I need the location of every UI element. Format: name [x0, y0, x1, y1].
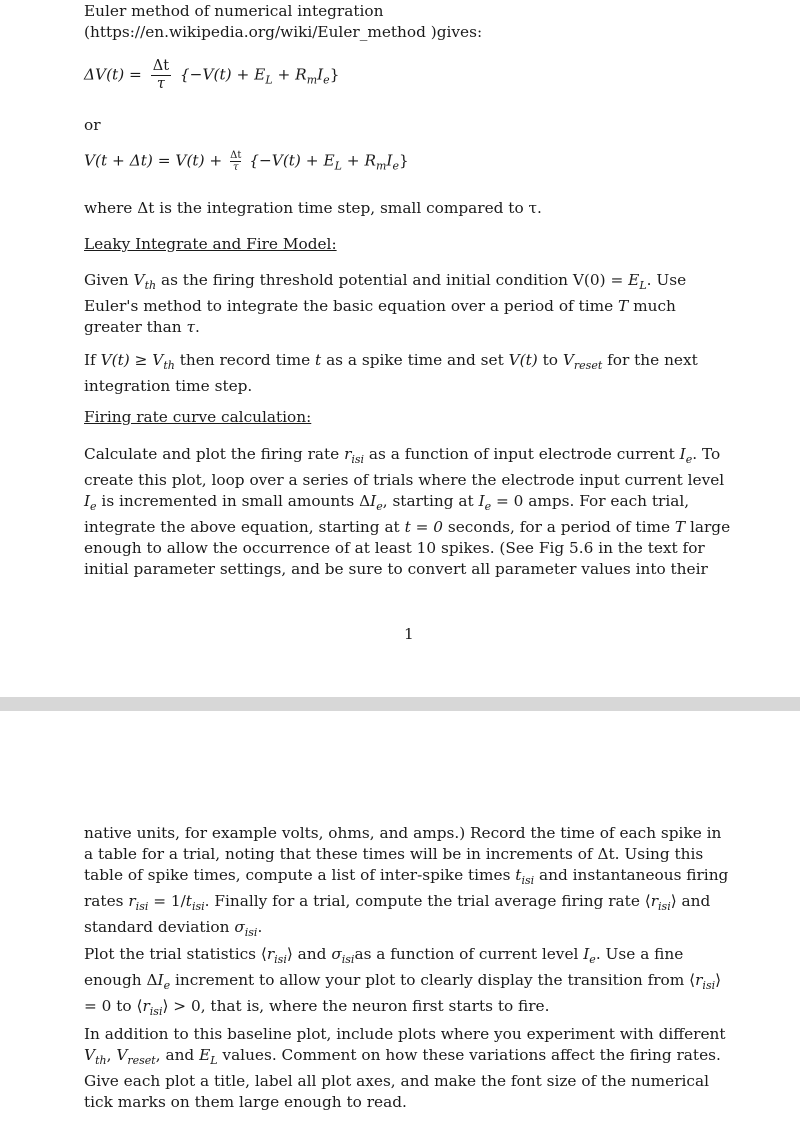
- fraction: $\frac{\Delta t}{\tau}$: [152, 58, 170, 92]
- where-text: where Δt is the integration time step, small compared to τ.: [84, 199, 542, 217]
- heading-lif-model: Leaky Integrate and Fire Model:: [84, 235, 337, 253]
- intro-line-1: Euler method of numerical integration: [84, 2, 384, 20]
- heading-firing-rate-curve: Firing rate curve calculation:: [84, 408, 312, 426]
- spike-table-paragraph: native units, for example volts, ohms, and amps.) Record the time of each spike in a table for a trial, noting that these times will be in increments of Δt. Using this table of spike times, compute a list of inter-spike times $t_{isi}$ and instantaneous firing rates $r_{isi} = 1/t_{isi}$. Finally for a trial, compute the trial average firing rate $⟨r_{isi}⟩$ and standard deviation $\sigma_{isi}$.: [84, 824, 729, 940]
- intro-text: [84, 1, 734, 43]
- equation-v-next: V(t + Δt) = V(t) + $\frac{\Delta t}{\tau}$ $\{-V(t) + E_L + R_mI_e\}$: [84, 150, 409, 173]
- lif-paragraph: Given $V_{th}$ as the firing threshold potential and initial condition $V(0) = E_L$. Use Euler's method to integrate the basic equation over a period of time T much greater than τ.: [84, 271, 687, 337]
- document-page-2: [0, 711, 800, 1141]
- fraction: $\frac{\Delta t}{\tau}$: [230, 150, 242, 173]
- firing-rate-paragraph: Calculate and plot the firing rate $r_{isi}$ as a function of input electrode current $I_e$. To create this plot, loop over a series of trials where the electrode input current level $I_e$ is incremented in small amounts $\Delta I_e$, starting at $I_e = 0$ amps. For each trial, integrate the above equation, starting at t = 0 seconds, for a period of time T large enough to allow the occurrence of at least 10 spikes. (See Fig 5.6 in the text for initial parameter settings, and be sure to convert all parameter values into their: [84, 445, 731, 579]
- intro-line-2: (https://en.wikipedia.org/wiki/Euler_method )gives:: [84, 23, 483, 41]
- page-number: 1: [404, 625, 414, 643]
- spike-rule-paragraph: If $V(t) \ge V_{th}$ then record time t as a spike time and set V(t) to $V_{reset}$ for the next integration time step.: [84, 351, 698, 396]
- plot-statistics-paragraph: Plot the trial statistics $⟨r_{isi}⟩$ and $\sigma_{isi}as$ a function of current level $I_e$. Use a fine enough $\Delta I_e$ increment to allow your plot to clearly display the transition from $⟨r_{isi}⟩ = 0$ to $⟨r_{isi}⟩ > 0$, that is, where the neuron first starts to fire.: [84, 945, 722, 1019]
- experiments-paragraph: In addition to this baseline plot, include plots where you experiment with different $V_{th}$, $V_{reset}$, and $E_L$ values. Comment on how these variations affect the firing rates. Give each plot a title, label all plot axes, and make the font size of the numerical tick marks on them large enough to read.: [84, 1025, 726, 1112]
- equation-delta-v: ΔV(t) = $\frac{\Delta t}{\tau}$ $\{-V(t) + E_L + R_mI_e\}$: [84, 58, 340, 92]
- page-separator: [0, 697, 800, 711]
- or-text: or: [84, 116, 101, 134]
